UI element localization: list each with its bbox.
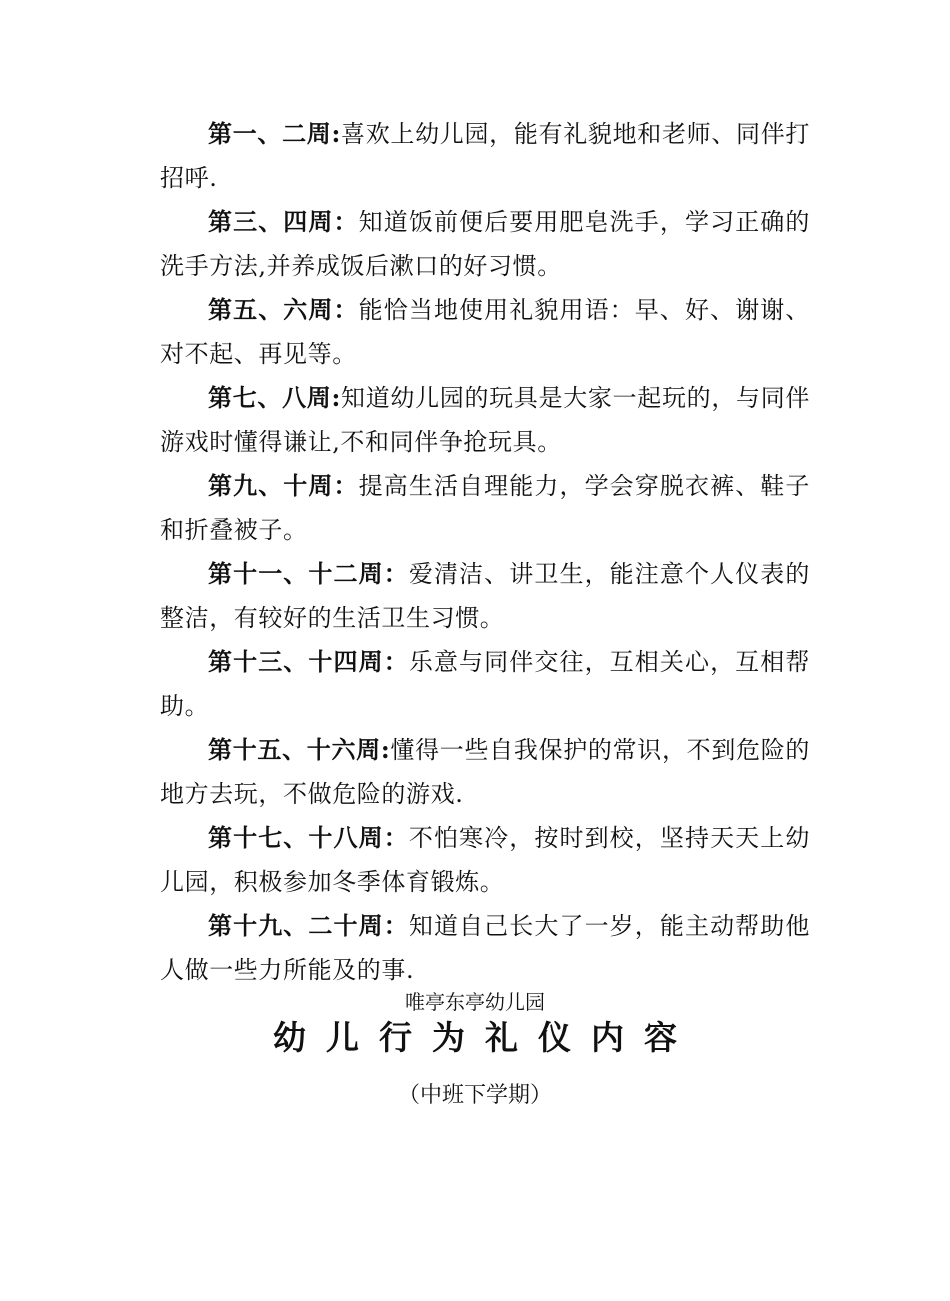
week-separator: : (331, 119, 341, 148)
organization-name: 唯亭东亭幼儿园 (405, 990, 545, 1014)
week-label: 第十五、十六周 (208, 735, 381, 764)
goal-text: 知道饭前便后要用肥皂洗手，学习正确的洗手方法,并养成饭后漱口的好习惯。 (160, 208, 810, 280)
goal-text: 知道幼儿园的玩具是大家一起玩的，与同伴游戏时懂得谦让,不和同伴争抢玩具。 (160, 384, 811, 456)
goal-item-week-17-18 (160, 816, 810, 904)
week-label: 第一、二周 (208, 119, 332, 148)
goal-text: 喜欢上幼儿园，能有礼貌地和老师、同伴打招呼. (160, 120, 811, 192)
goal-text: 乐意与同伴交往，互相关心，互相帮助。 (160, 648, 810, 720)
goal-item-week-5-6 (160, 288, 810, 376)
week-label: 第十九、二十周 (208, 911, 384, 940)
goal-item-week-11-12 (160, 552, 810, 640)
week-label: 第五、六周 (208, 295, 334, 324)
goal-item-week-19-20 (160, 904, 810, 992)
goal-text: 能恰当地使用礼貌用语：早、好、谢谢、对不起、再见等。 (160, 296, 810, 368)
week-label: 第十一、十二周 (208, 559, 384, 588)
goal-item-week-3-4 (160, 200, 810, 288)
week-label: 第十七、十八周 (208, 823, 384, 852)
goal-item-week-1-2 (160, 112, 810, 200)
week-separator: : (380, 735, 391, 764)
goal-text: 不怕寒冷，按时到校，坚持天天上幼儿园，积极参加冬季体育锻炼。 (160, 824, 810, 896)
week-separator: ： (333, 471, 359, 500)
week-label: 第十三、十四周 (208, 647, 384, 676)
weekly-goals-list (160, 112, 810, 992)
goal-item-week-13-14 (160, 640, 810, 728)
document-title: 幼儿行为礼仪内容 (273, 1018, 697, 1057)
week-separator: : (331, 383, 341, 412)
goal-item-week-15-16 (160, 728, 810, 816)
week-separator: ： (383, 911, 409, 940)
week-separator: ： (333, 207, 359, 236)
week-label: 第七、八周 (208, 383, 332, 412)
week-label: 第九、十周 (208, 471, 334, 500)
goal-text: 知道自己长大了一岁，能主动帮助他人做一些力所能及的事. (160, 912, 810, 984)
week-separator: ： (383, 559, 409, 588)
goal-item-week-9-10 (160, 464, 810, 552)
goal-item-week-7-8 (160, 376, 810, 464)
document-subtitle: （中班下学期） (397, 1083, 552, 1108)
week-separator: ： (333, 295, 359, 324)
week-separator: ： (383, 823, 409, 852)
week-separator: ： (383, 647, 409, 676)
goal-text: 提高生活自理能力，学会穿脱衣裤、鞋子和折叠被子。 (160, 472, 810, 544)
goal-text: 懂得一些自我保护的常识，不到危险的地方去玩，不做危险的游戏. (160, 736, 811, 808)
week-label: 第三、四周 (208, 207, 334, 236)
goal-text: 爱清洁、讲卫生，能注意个人仪表的整洁，有较好的生活卫生习惯。 (160, 560, 810, 632)
